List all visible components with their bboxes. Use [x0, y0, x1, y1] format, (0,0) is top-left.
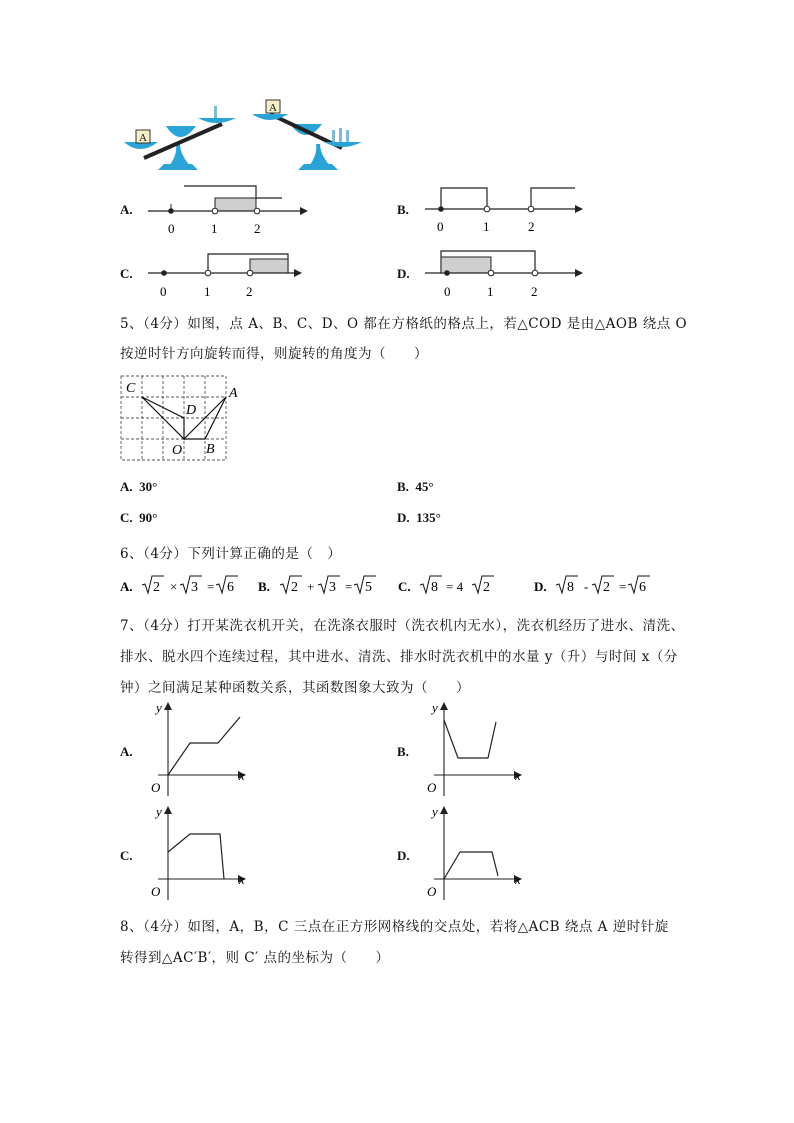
q5-grid-figure [118, 372, 248, 466]
q7-option-c-letter[interactable]: C. [120, 848, 133, 863]
q6-d-radicand2: 2 [603, 580, 610, 595]
q7-graph-d[interactable] [420, 804, 530, 904]
q6-stem: 6、（4分）下列计算正确的是（ ） [120, 546, 342, 562]
tick-0: 0 [160, 284, 167, 299]
q6-a-result: 6 [227, 580, 234, 595]
label-b: B [206, 442, 215, 457]
q6-option-b[interactable] [256, 572, 386, 600]
q4-option-c-number-line[interactable] [140, 247, 315, 305]
q5-stem-line2: 按逆时针方向旋转而得，则旋转的角度为（ ） [120, 346, 428, 362]
q5-option-a-value: 30° [139, 479, 158, 494]
q5-option-b-value: 45° [415, 479, 434, 494]
axis-x: x [515, 768, 521, 783]
left-balance [124, 106, 236, 170]
q7-option-a-letter[interactable]: A. [120, 744, 133, 759]
origin: O [427, 780, 437, 795]
label-o: O [172, 443, 183, 458]
q5-option-c-letter: C. [120, 510, 133, 525]
origin: O [151, 884, 161, 899]
q6-a-radicand2: 3 [191, 580, 198, 595]
right-box-label: A [269, 102, 277, 114]
q6-a-op: × [170, 579, 178, 594]
q6-option-a-letter: A. [120, 579, 133, 594]
q6-c-result: 2 [483, 580, 490, 595]
q6-b-op: + [307, 579, 315, 594]
tick-1: 1 [204, 284, 211, 299]
q8-stem-line1: 8、（4分）如图，A，B，C 三点在正方形网格线的交点处，若将△ACB 绕点 A 逆时针旋 [120, 919, 669, 935]
left-box-label: A [139, 132, 147, 144]
q6-d-eq: = [619, 579, 627, 594]
q4-option-d-number-line[interactable] [417, 247, 592, 305]
q5-option-a[interactable] [120, 479, 157, 495]
axis-y: y [432, 804, 438, 819]
q7-stem-line2: 排水、脱水四个连续过程，其中进水、清洗、排水时洗衣机中的水量 y（升）与时间 x（分 [120, 649, 678, 665]
q4-option-a-number-line[interactable] [140, 182, 320, 240]
balance-scales-figure [118, 98, 368, 178]
q6-option-c-letter: C. [398, 579, 411, 594]
q6-b-radicand1: 2 [291, 580, 298, 595]
axis-y: y [432, 700, 438, 715]
q6-a-radicand1: 2 [153, 580, 160, 595]
tick-2: 2 [246, 284, 253, 299]
q7-graph-a[interactable] [144, 700, 254, 800]
q5-option-b[interactable] [397, 479, 434, 495]
label-d: D [186, 403, 197, 418]
q6-d-op: - [584, 579, 589, 594]
tick-0: 0 [437, 219, 444, 234]
q6-option-b-letter: B. [258, 579, 270, 594]
q8-stem-line2: 转得到△AC′B′，则 C′ 点的坐标为（ ） [120, 950, 390, 966]
label-a: A [229, 386, 238, 401]
q7-stem-line1: 7、（4分）打开某洗衣机开关，在洗涤衣服时（洗衣机内无水），洗衣机经历了进水、清洗、 [120, 618, 685, 634]
axis-x: x [239, 768, 245, 783]
tick-1: 1 [483, 219, 490, 234]
q6-d-result: 6 [639, 580, 646, 595]
q6-b-eq: = [345, 579, 353, 594]
q5-stem-line1: 5、（4分）如图，点 A、B、C、D、O 都在方格纸的格点上，若△COD 是由△AOB 绕点 O [120, 316, 688, 332]
axis-y: y [156, 804, 162, 819]
q7-graph-c[interactable] [144, 804, 254, 904]
q6-option-d-letter: D. [534, 579, 547, 594]
q5-option-d-value: 135° [416, 510, 441, 525]
tick-0: 0 [168, 221, 175, 236]
q4-option-b-number-line[interactable] [417, 182, 592, 240]
origin: O [427, 884, 437, 899]
q6-option-a[interactable] [118, 572, 248, 600]
q5-option-d[interactable] [397, 510, 441, 526]
q6-option-c[interactable] [396, 572, 506, 600]
q7-graph-b[interactable] [420, 700, 530, 800]
tick-2: 2 [254, 221, 261, 236]
q5-option-c-value: 90° [139, 510, 158, 525]
tick-1: 1 [487, 284, 494, 299]
q6-option-d[interactable] [532, 572, 662, 600]
q5-option-a-letter: A. [120, 479, 133, 494]
origin: O [151, 780, 161, 795]
q6-d-radicand1: 8 [567, 580, 574, 595]
q7-stem-line3: 钟）之间满足某种函数关系，其函数图象大致为（ ） [120, 680, 470, 696]
q4-option-a-letter[interactable]: A. [120, 202, 133, 217]
q5-option-b-letter: B. [397, 479, 409, 494]
axis-y: y [156, 700, 162, 715]
balance-illustration [118, 98, 368, 178]
axis-x: x [239, 872, 245, 887]
tick-2: 2 [531, 284, 538, 299]
q7-option-b-letter[interactable]: B. [397, 744, 409, 759]
q5-option-c[interactable] [120, 510, 157, 526]
right-balance [252, 100, 362, 170]
q7-option-d-letter[interactable]: D. [397, 848, 410, 863]
axis-x: x [515, 872, 521, 887]
q4-option-b-letter[interactable]: B. [397, 202, 409, 217]
q4-option-d-letter[interactable]: D. [397, 266, 410, 281]
q4-option-c-letter[interactable]: C. [120, 266, 133, 281]
label-c: C [126, 381, 136, 396]
q6-c-radicand: 8 [431, 580, 438, 595]
tick-0: 0 [444, 284, 451, 299]
tick-1: 1 [211, 221, 218, 236]
q6-b-result: 5 [365, 580, 372, 595]
q6-c-eq: = 4 [446, 579, 464, 594]
q6-a-eq: = [207, 579, 215, 594]
q6-b-radicand2: 3 [329, 580, 336, 595]
tick-2: 2 [528, 219, 535, 234]
q5-option-d-letter: D. [397, 510, 410, 525]
